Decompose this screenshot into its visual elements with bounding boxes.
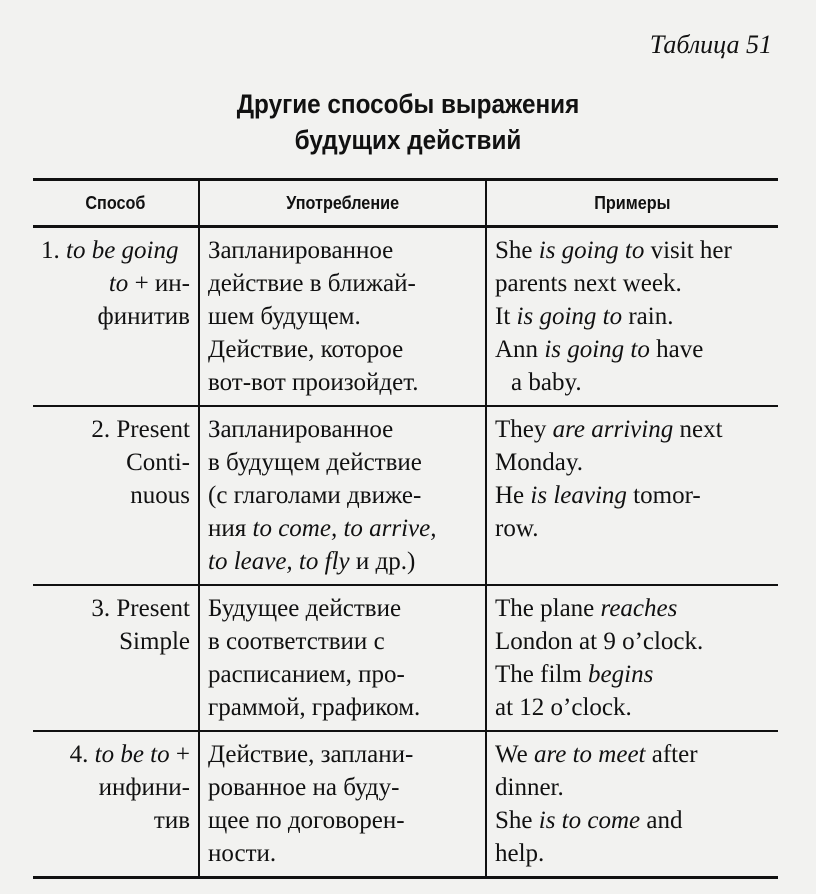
cell-line	[495, 446, 772, 479]
text: Simple	[119, 628, 190, 655]
cell-line	[208, 545, 479, 578]
cell-line	[208, 625, 479, 658]
text: The plane	[495, 595, 601, 622]
italic-text: to come, to arrive,	[252, 515, 437, 542]
text: row.	[495, 515, 539, 542]
cell-line	[208, 658, 479, 691]
cell-line	[495, 658, 772, 691]
cell-line	[495, 267, 772, 300]
text: Conti-	[126, 449, 190, 476]
cell-line	[208, 771, 479, 804]
italic-text: to be to	[94, 741, 170, 768]
italic-text: to be going	[66, 237, 179, 264]
text: a baby.	[511, 369, 582, 396]
table-title-line-2: будущих действий	[294, 125, 522, 155]
italic-text: to leave, to fly	[208, 548, 350, 575]
cell-line	[495, 738, 772, 771]
text: help.	[495, 840, 545, 867]
table-title	[41, 86, 775, 158]
table-row	[33, 227, 778, 407]
text: dinner.	[495, 774, 564, 801]
text: 3. Present	[91, 595, 190, 622]
text: nuous	[130, 482, 190, 509]
cell-line	[495, 413, 772, 446]
italic-text: reaches	[600, 595, 678, 622]
cell-line	[41, 413, 192, 446]
cell-line	[495, 592, 772, 625]
cell-line	[41, 234, 192, 267]
text: 4.	[69, 741, 95, 768]
italic-text: begins	[588, 661, 654, 688]
cell-method	[33, 227, 199, 407]
italic-text: to	[108, 270, 129, 297]
text: +	[169, 741, 190, 768]
table-header-row	[33, 180, 778, 227]
cell-line	[495, 512, 772, 545]
cell-line	[41, 300, 192, 333]
text: next	[673, 416, 723, 443]
italic-text: is leaving	[530, 482, 627, 509]
text: parents next week.	[495, 270, 682, 297]
text: They	[495, 416, 553, 443]
cell-line	[41, 267, 192, 300]
cell-usage	[199, 406, 486, 585]
cell-line	[208, 413, 479, 446]
text: Ann	[495, 336, 545, 363]
text: Действие, которое	[208, 336, 404, 363]
text: It	[495, 303, 517, 330]
text: инфини-	[98, 774, 190, 801]
italic-text: is going to	[516, 303, 623, 330]
cell-line	[208, 300, 479, 333]
cell-method	[33, 406, 199, 585]
text: в будущем действие	[208, 449, 422, 476]
text: after	[645, 741, 698, 768]
cell-line	[41, 625, 192, 658]
italic-text: is going to	[544, 336, 650, 363]
text: at 12 o’clock.	[495, 694, 632, 721]
text: вот-вот произойдет.	[208, 369, 419, 396]
cell-line	[208, 738, 479, 771]
cell-line	[208, 592, 479, 625]
cell-method	[33, 585, 199, 731]
table-row	[33, 585, 778, 731]
cell-line	[495, 771, 772, 804]
cell-line	[208, 479, 479, 512]
text: действие в ближай-	[208, 270, 416, 297]
text: London at 9 o’clock.	[495, 628, 704, 655]
header-examples	[486, 180, 778, 227]
text: She	[495, 807, 539, 834]
text: tomor-	[626, 482, 701, 509]
text: расписанием, про-	[208, 661, 405, 688]
cell-line	[495, 479, 772, 512]
text: шем будущем.	[208, 303, 361, 330]
text: Будущее действие	[208, 595, 402, 622]
text: граммой, графиком.	[208, 694, 421, 721]
text: We	[495, 741, 534, 768]
cell-line	[208, 234, 479, 267]
italic-text: are to meet	[533, 741, 646, 768]
cell-line	[495, 234, 772, 267]
cell-line	[495, 804, 772, 837]
italic-text: is to come	[538, 807, 641, 834]
text: and	[640, 807, 683, 834]
table-title-line-1: Другие способы выражения	[236, 89, 580, 119]
text: have	[649, 336, 704, 363]
italic-text: is going to	[538, 237, 645, 264]
cell-usage	[199, 731, 486, 878]
cell-line	[208, 512, 479, 545]
cell-line	[208, 804, 479, 837]
cell-line	[495, 300, 772, 333]
header-usage	[199, 180, 486, 227]
text: ния	[208, 515, 253, 542]
cell-line	[41, 804, 192, 837]
text: в соответствии с	[208, 628, 385, 655]
table-number: Таблица 51	[649, 30, 772, 59]
text: Monday.	[495, 449, 583, 476]
cell-line	[41, 592, 192, 625]
text: ности.	[208, 840, 277, 867]
text: visit her	[644, 237, 732, 264]
cell-usage	[199, 227, 486, 407]
header-usage-label: Употребление	[286, 192, 399, 213]
cell-line	[208, 267, 479, 300]
cell-examples	[486, 731, 778, 878]
text: (с глаголами движе-	[208, 482, 422, 509]
cell-line	[41, 771, 192, 804]
text: Запланированное	[208, 237, 394, 264]
header-method	[33, 180, 199, 227]
cell-line	[41, 446, 192, 479]
text: + ин-	[128, 270, 190, 297]
table-row	[33, 731, 778, 878]
text: He	[495, 482, 531, 509]
header-examples-label: Примеры	[594, 192, 671, 213]
text: The film	[495, 661, 589, 688]
cell-line	[495, 837, 772, 870]
cell-line	[495, 691, 772, 724]
text: 1.	[41, 237, 66, 264]
text: rain.	[622, 303, 674, 330]
cell-line	[495, 333, 772, 366]
cell-line	[495, 366, 772, 399]
table-row	[33, 406, 778, 585]
text: Запланированное	[208, 416, 394, 443]
text: 2. Present	[91, 416, 190, 443]
cell-line	[41, 738, 192, 771]
text: щее по договорен-	[208, 807, 405, 834]
cell-line	[495, 625, 772, 658]
cell-examples	[486, 585, 778, 731]
cell-line	[208, 446, 479, 479]
cell-line	[208, 837, 479, 870]
cell-examples	[486, 227, 778, 407]
future-forms-table	[33, 178, 778, 879]
text: She	[495, 237, 539, 264]
text: и др.)	[349, 548, 416, 575]
cell-line	[208, 333, 479, 366]
cell-line	[208, 691, 479, 724]
cell-method	[33, 731, 199, 878]
text: рованное на буду-	[208, 774, 400, 801]
italic-text: are arriving	[552, 416, 674, 443]
cell-examples	[486, 406, 778, 585]
text: тив	[153, 807, 190, 834]
cell-line	[208, 366, 479, 399]
cell-usage	[199, 585, 486, 731]
text: Действие, заплани-	[208, 741, 414, 768]
cell-line	[41, 479, 192, 512]
header-method-label: Способ	[85, 192, 146, 213]
text: финитив	[97, 303, 190, 330]
